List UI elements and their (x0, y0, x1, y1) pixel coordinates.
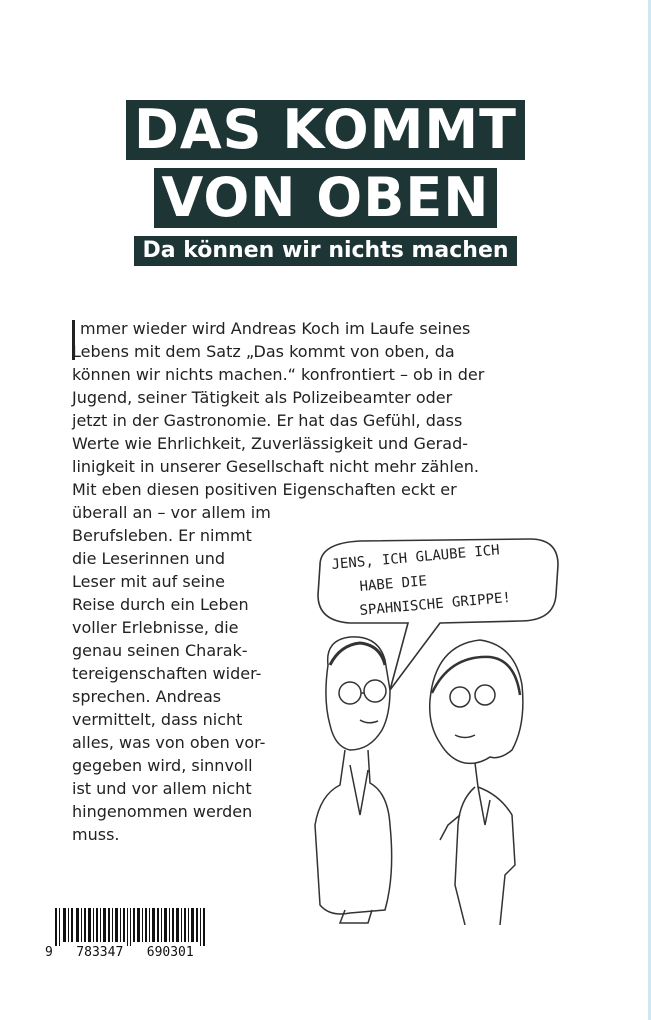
title-line-2: VON OBEN (154, 168, 498, 228)
blurb-line: genau seinen Charak- (72, 641, 248, 660)
subtitle: Da können wir nichts machen (134, 236, 516, 266)
blurb-line: die Leserinnen und (72, 549, 225, 568)
blurb-line: sprechen. Andreas (72, 687, 222, 706)
woman-figure (430, 640, 523, 925)
blurb-line: Reise durch ein Leben (72, 595, 249, 614)
speech-text-3: SPAHNISCHE GRIPPE! (358, 589, 512, 619)
blurb-line: vermittelt, dass nicht (72, 710, 243, 729)
blurb-line: gegeben wird, sinnvoll (72, 756, 253, 775)
blurb-line: ist und vor allem nicht (72, 779, 252, 798)
title-block (0, 100, 651, 266)
blurb-line: Lebens mit dem Satz „Das kommt von oben, da (72, 342, 455, 361)
blurb-line: linigkeit in unserer Gesellschaft nicht mehr zählen. (72, 457, 479, 476)
blurb-line: Berufsleben. Er nimmt (72, 526, 252, 545)
blurb-line: Werte wie Ehrlichkeit, Zuverlässigkeit und Gerad- (72, 434, 468, 453)
blurb-line: muss. (72, 825, 120, 844)
cartoon-illustration (290, 525, 590, 925)
speech-text-1: JENS, ICH GLAUBE ICH (330, 542, 501, 573)
blurb-line: Leser mit auf seine (72, 572, 225, 591)
blurb-line: voller Erlebnisse, die (72, 618, 239, 637)
blurb-line: alles, was von oben vor- (72, 733, 266, 752)
blurb-line: jetzt in der Gastronomie. Er hat das Gefühl, dass (72, 411, 463, 430)
isbn-number: 9 783347 690301 (45, 945, 194, 960)
blurb-line: hingenommen werden (72, 802, 253, 821)
blurb-line: mmer wieder wird Andreas Koch im Laufe seines (80, 319, 471, 338)
barcode-graphic (45, 908, 215, 946)
speech-text-2: HABE DIE (358, 573, 428, 595)
blurb-line: können wir nichts machen.“ konfrontiert – ob in der (72, 365, 485, 384)
title-line-1: DAS KOMMT (126, 100, 525, 160)
blurb-line: tereigenschaften wider- (72, 664, 262, 683)
blurb-line: Jugend, seiner Tätigkeit als Polizeibeamter oder (72, 388, 453, 407)
blurb-line: Mit eben diesen positiven Eigenschaften eckt er (72, 480, 457, 499)
blurb-line: überall an – vor allem im (72, 503, 271, 522)
man-figure (315, 637, 392, 923)
